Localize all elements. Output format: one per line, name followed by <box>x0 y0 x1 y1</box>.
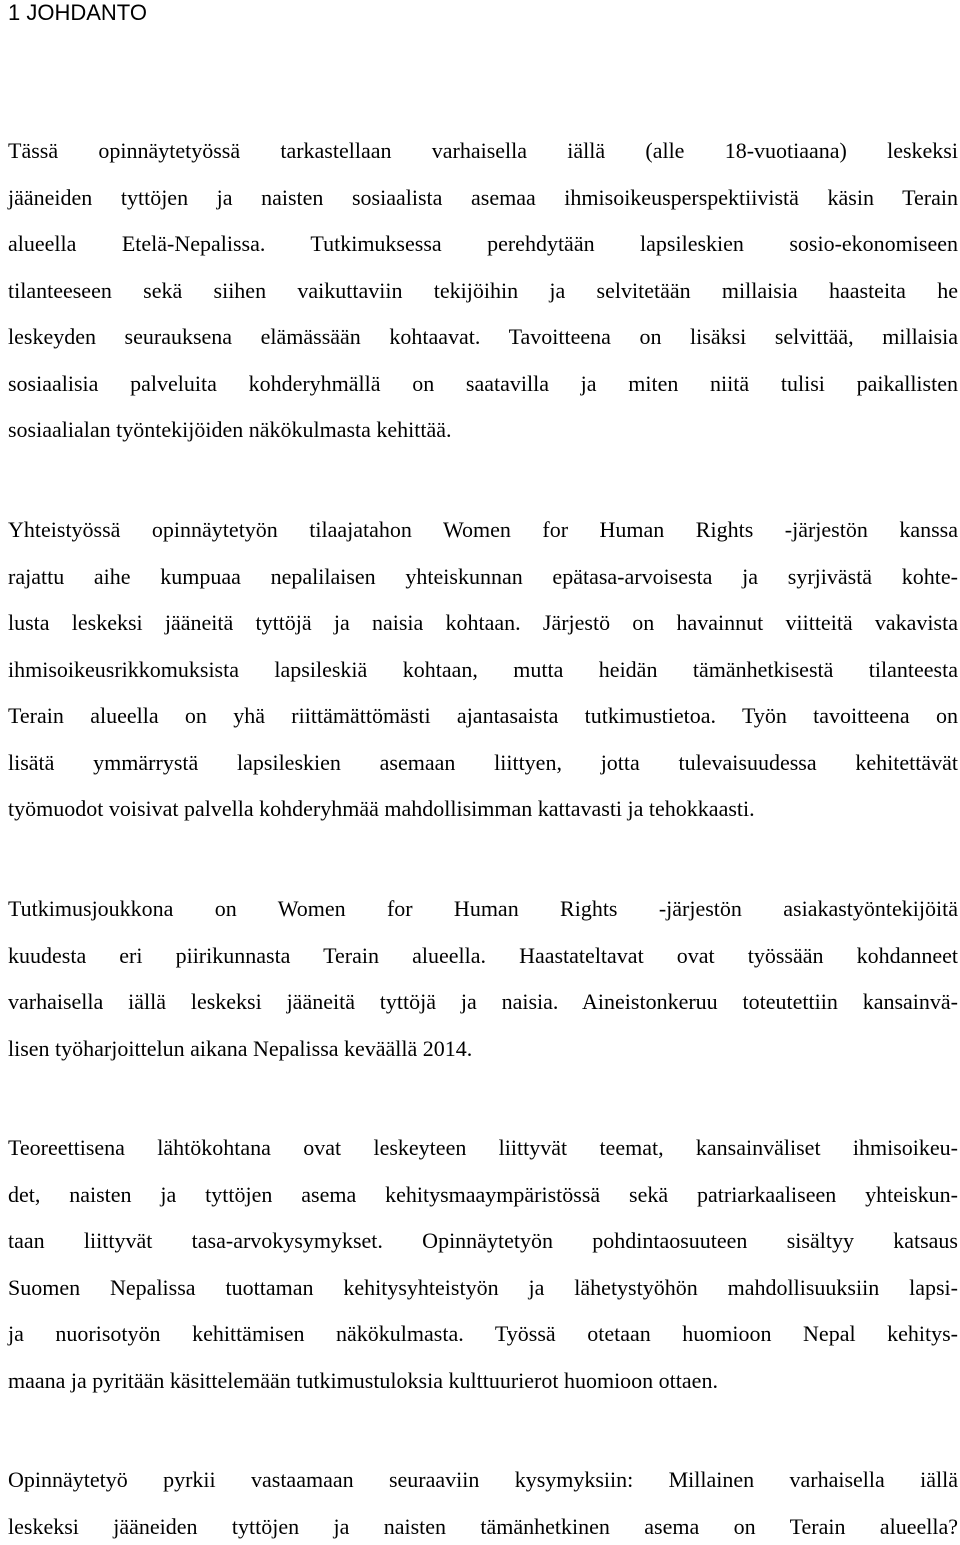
paragraph-1 <box>8 128 958 454</box>
paragraph-line: Yhteistyössä opinnäytetyön tilaajatahon Women for Human Rights -järjestön kanssa <box>8 517 958 542</box>
paragraph-line: Teoreettisena lähtökohtana ovat leskeyteen liittyvät teemat, kansainväliset ihmisoikeu- <box>8 1135 958 1160</box>
paragraph-line: sosiaalialan työntekijöiden näkökulmasta kehittää. <box>8 417 452 442</box>
paragraph-line: rajattu aihe kumpuaa nepalilaisen yhteiskunnan epätasa-arvoisesta ja syrjivästä kohte- <box>8 563 958 589</box>
paragraph-3 <box>8 886 958 1072</box>
chapter-heading: 1 JOHDANTO <box>8 0 147 25</box>
paragraph-line: Tässä opinnäytetyössä tarkastellaan varhaisella iällä (alle 18-vuotiaana) leskeksi <box>8 138 958 163</box>
paragraph-line: sosiaalisia palveluita kohderyhmällä on saatavilla ja miten niitä tulisi paikallisten <box>8 370 958 396</box>
paragraph-line: lisen työharjoittelun aikana Nepalissa keväällä 2014. <box>8 1035 473 1061</box>
paragraph-line: leskeyden seurauksena elämässään kohtaavat. Tavoitteena on lisäksi selvittää, millaisia <box>8 324 958 349</box>
paragraph-line: leskeksi jääneiden tyttöjen ja naisten tämänhetkinen asema on Terain alueella? <box>8 1513 958 1539</box>
paragraph-line: lisätä ymmärrystä lapsileskien asemaan liittyen, jotta tulevaisuudessa kehitettävät <box>8 749 958 775</box>
paragraph-line: kuudesta eri piirikunnasta Terain alueella. Haastateltavat ovat työssään kohdanneet <box>8 942 958 968</box>
paragraph-line: ja nuorisotyön kehittämisen näkökulmasta. Työssä otetaan huomioon Nepal kehitys- <box>8 1321 958 1346</box>
paragraph-line: varhaisella iällä leskeksi jääneitä tyttöjä ja naisia. Aineistonkeruu toteutettiin kansainvä- <box>8 989 958 1014</box>
paragraph-line: maana ja pyritään käsittelemään tutkimustuloksia kulttuurierot huomioon ottaen. <box>8 1367 718 1393</box>
paragraph-line: taan liittyvät tasa-arvokysymykset. Opinnäytetyön pohdintaosuuteen sisältyy katsaus <box>8 1228 958 1253</box>
paragraph-line: lusta leskeksi jääneitä tyttöjä ja naisia kohtaan. Järjestö on havainnut viitteitä vakavista <box>8 610 958 635</box>
paragraph-line: jääneiden tyttöjen ja naisten sosiaalista asemaa ihmisoikeusperspektiivistä käsin Terain <box>8 184 958 210</box>
paragraph-line: det, naisten ja tyttöjen asema kehitysmaaympäristössä sekä patriarkaaliseen yhteiskun- <box>8 1181 958 1207</box>
paragraph-2 <box>8 507 958 833</box>
paragraph-line: ihmisoikeusrikkomuksista lapsileskiä kohtaan, mutta heidän tämänhetkisestä tilanteesta <box>8 656 958 682</box>
paragraph-line: alueella Etelä-Nepalissa. Tutkimuksessa perehdytään lapsileskien sosio-ekonomiseen <box>8 231 958 256</box>
paragraph-line: työmuodot voisivat palvella kohderyhmää mahdollisimman kattavasti ja tehokkaasti. <box>8 796 755 821</box>
paragraph-line: Terain alueella on yhä riittämättömästi ajantasaista tutkimustietoa. Työn tavoitteena on <box>8 703 958 728</box>
paragraph-line: Tutkimusjoukkona on Women for Human Rights -järjestön asiakastyöntekijöitä <box>8 896 958 921</box>
paragraph-line: Opinnäytetyö pyrkii vastaamaan seuraaviin kysymyksiin: Millainen varhaisella iällä <box>8 1467 958 1492</box>
paragraph-line: tilanteeseen sekä siihen vaikuttaviin tekijöihin ja selvitetään millaisia haasteita he <box>8 277 958 303</box>
paragraph-4 <box>8 1125 958 1404</box>
paragraph-line: Suomen Nepalissa tuottaman kehitysyhteistyön ja lähetystyöhön mahdollisuuksiin lapsi- <box>8 1274 958 1300</box>
paragraph-5 <box>8 1457 958 1545</box>
